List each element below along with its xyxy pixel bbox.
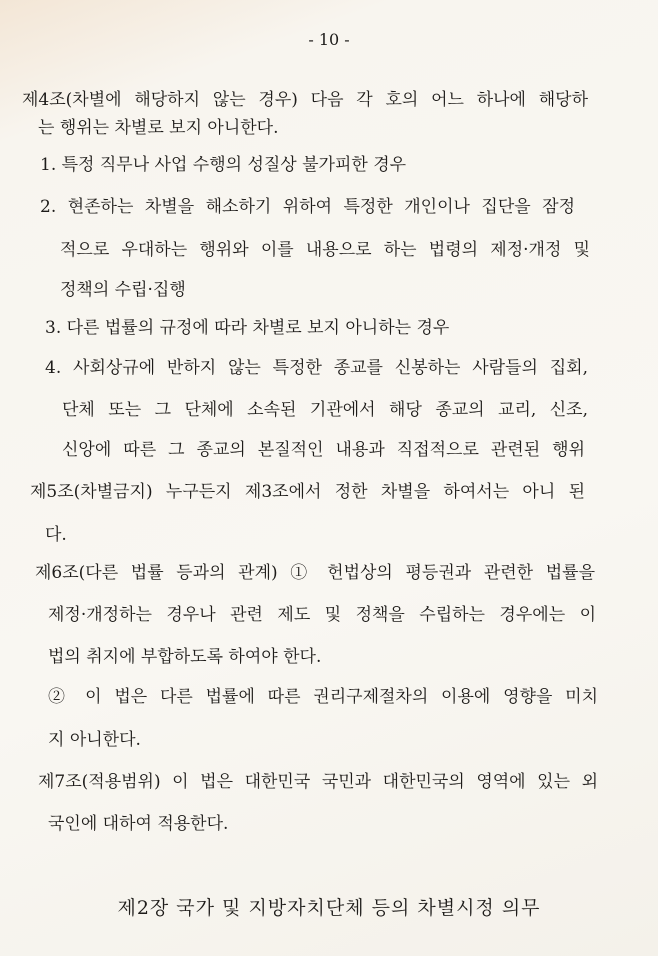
- article-4-item-4-cont: 단체 또는 그 단체에 소속된 기관에서 해당 종교의 교리, 신조,: [62, 400, 588, 420]
- article-4-item-4-cont: 신앙에 따른 그 종교의 본질적인 내용과 직접적으로 관련된 행위: [62, 440, 585, 460]
- article-5: 제5조(차별금지) 누구든지 제3조에서 정한 차별을 하여서는 아니 된: [30, 482, 585, 502]
- article-6-heading: 제6조(다른 법률 등과의 관계) ① 헌법상의 평등권과 관련한 법률을: [35, 563, 595, 583]
- page-number: - 10 -: [308, 30, 350, 49]
- article-6-para-2: ② 이 법은 다른 법률에 따른 권리구제절차의 이용에 영향을 미치: [48, 687, 598, 707]
- article-6-para-1-cont: 법의 취지에 부합하도록 하여야 한다.: [48, 647, 322, 667]
- article-5-cont: 다.: [45, 525, 67, 545]
- article-4-item-4: 4. 사회상규에 반하지 않는 특정한 종교를 신봉하는 사람들의 집회,: [45, 358, 588, 378]
- article-4-item-2-cont: 적으로 우대하는 행위와 이를 내용으로 하는 법령의 제정·개정 및: [60, 240, 590, 260]
- article-4-item-3: 3. 다른 법률의 규정에 따라 차별로 보지 아니하는 경우: [45, 318, 450, 338]
- article-4-item-2-cont: 정책의 수립·집행: [60, 280, 186, 300]
- article-4-item-2: 2. 현존하는 차별을 해소하기 위하여 특정한 개인이나 집단을 잠정: [40, 197, 575, 217]
- article-6-para-1: 제정·개정하는 경우나 관련 제도 및 정책을 수립하는 경우에는 이: [48, 605, 596, 625]
- article-7-cont: 국인에 대하여 적용한다.: [48, 814, 229, 834]
- article-6-para-2-cont: 지 아니한다.: [48, 730, 141, 750]
- article-7: 제7조(적용범위) 이 법은 대한민국 국민과 대한민국의 영역에 있는 외: [38, 772, 598, 792]
- article-4-heading: 제4조(차별에 해당하지 않는 경우) 다음 각 호의 어느 하나에 해당하: [22, 90, 588, 110]
- article-4-item-1: 1. 특정 직무나 사업 수행의 성질상 불가피한 경우: [40, 155, 407, 175]
- chapter-title: 제2장 국가 및 지방자치단체 등의 차별시정 의무: [117, 897, 541, 919]
- article-4-text: 는 행위는 차별로 보지 아니한다.: [38, 118, 279, 138]
